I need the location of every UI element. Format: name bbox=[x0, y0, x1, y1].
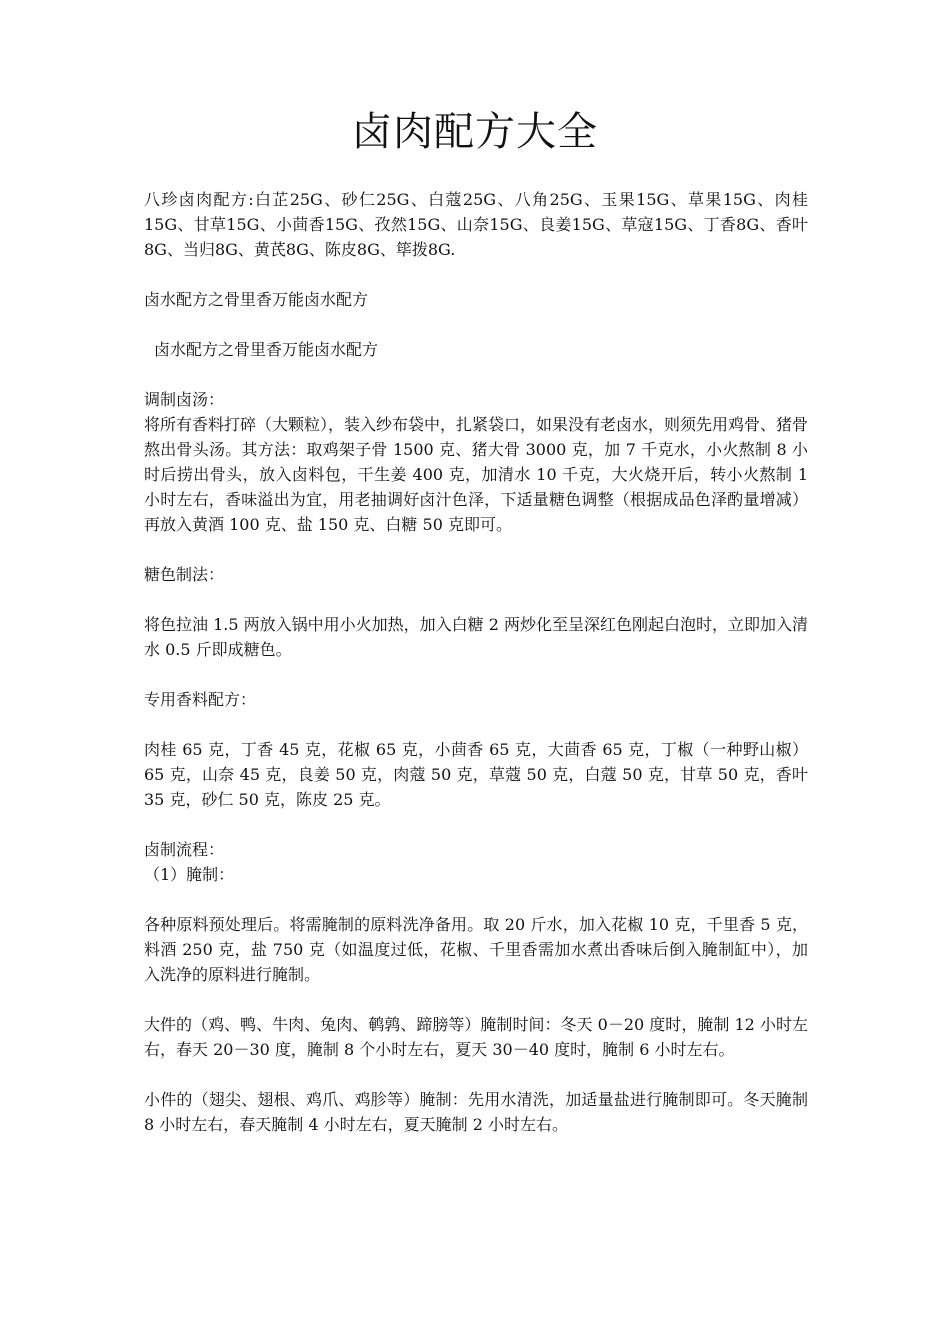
spacer bbox=[144, 812, 808, 837]
spacer bbox=[144, 712, 808, 737]
spacer bbox=[144, 362, 808, 387]
spice-paragraph: 肉桂 65 克，丁香 45 克，花椒 65 克，小茴香 65 克，大茴香 65 克，丁椒（一种野山椒）65 克，山奈 45 克，良姜 50 克，肉蔻 50 克，草蔻 50 克，白蔻 50 克，甘草 50 克，香叶 35 克，砂仁 50 克，陈皮 25 克。 bbox=[144, 740, 808, 809]
marinate-paragraph: 各种原料预处理后。将需腌制的原料洗净备用。取 20 斤水，加入花椒 10 克，千里香 5 克，料酒 250 克，盐 750 克（如温度过低，花椒、千里香需加水煮出香味后倒入腌制缸中），加入洗净的原料进行腌制。 bbox=[144, 915, 808, 984]
process-heading: 卤制流程： bbox=[144, 840, 225, 859]
spacer bbox=[144, 887, 808, 912]
caramel-paragraph: 将色拉油 1.5 两放入锅中用小火加热，加入白糖 2 两炒化至呈深红色刚起白泡时，立即加入清水 0.5 斤即成糖色。 bbox=[144, 615, 808, 659]
brine-heading: 调制卤汤： bbox=[144, 390, 225, 409]
spacer bbox=[144, 987, 808, 1012]
spice-heading: 专用香料配方： bbox=[144, 690, 257, 709]
spacer bbox=[144, 662, 808, 687]
brine-paragraph: 将所有香料打碎（大颗粒），装入纱布袋中，扎紧袋口，如果没有老卤水，则须先用鸡骨、猪骨熬出骨头汤。其方法：取鸡架子骨 1500 克、猪大骨 3000 克，加 7 千克水，小火熬制 8 小时后捞出骨头，放入卤料包，干生姜 400 克，加清水 10 千克，大火烧开后，转小火熬制 1 小时左右，香味溢出为宜，用老抽调好卤汁色泽，下适量糖色调整（根据成品色泽酌量增减）再放入黄酒 100 克、盐 150 克、白糖 50 克即可。 bbox=[144, 415, 809, 534]
spacer bbox=[144, 312, 808, 337]
document-title: 卤肉配方大全 bbox=[352, 109, 598, 155]
spacer bbox=[144, 587, 808, 612]
spacer bbox=[144, 262, 808, 287]
spacer bbox=[144, 537, 808, 562]
document-body bbox=[144, 187, 808, 1137]
section-heading-repeat: 卤水配方之骨里香万能卤水配方 bbox=[154, 340, 379, 359]
small-items-paragraph: 小件的（翅尖、翅根、鸡爪、鸡胗等）腌制：先用水清洗，加适量盐进行腌制即可。冬天腌制 8 小时左右，春天腌制 4 小时左右，夏天腌制 2 小时左右。 bbox=[144, 1090, 808, 1134]
caramel-heading: 糖色制法： bbox=[144, 565, 225, 584]
marinate-heading: （1）腌制： bbox=[144, 865, 235, 884]
spacer bbox=[144, 1062, 808, 1087]
large-items-paragraph: 大件的（鸡、鸭、牛肉、兔肉、鹌鹑、蹄膀等）腌制时间：冬天 0－20 度时，腌制 12 小时左右，春天 20－30 度，腌制 8 个小时左右，夏天 30－40 度时，腌制 6 小时左右。 bbox=[144, 1015, 808, 1059]
section-heading: 卤水配方之骨里香万能卤水配方 bbox=[144, 290, 369, 309]
bazhen-formula-paragraph: 八珍卤肉配方:白芷25G、砂仁25G、白蔻25G、八角25G、玉果15G、草果15G、肉桂15G、甘草15G、小茴香15G、孜然15G、山奈15G、良姜15G、草寇15G、丁香8G、香叶8G、当归8G、黄芪8G、陈皮8G、筚拨8G. bbox=[144, 190, 808, 259]
